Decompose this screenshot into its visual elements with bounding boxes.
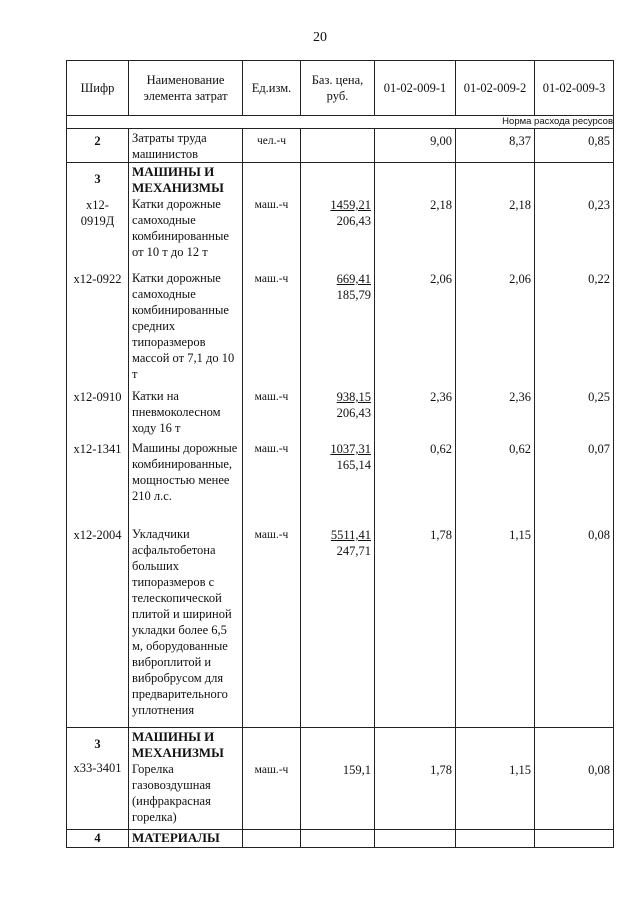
machines2-item-unit: маш.-ч — [243, 728, 301, 830]
machine-price-block-0 — [304, 197, 371, 271]
header-col1: 01-02-009-1 — [375, 61, 456, 116]
machines2-item-price: 159,1 — [301, 728, 375, 830]
machine-name-4: Укладчики асфальтобетона больших типоразмеров с телескопической плитой и шириной укладки более 6,5 м, оборудованные виброплитой и вибробрусом для предварительного уплотнения — [132, 527, 232, 717]
materials-v3 — [535, 830, 614, 848]
machines-section2-block — [67, 728, 614, 830]
machine-v3-1: 0,22 — [588, 272, 610, 286]
machine-unit-3: маш.-ч — [254, 443, 289, 455]
machine-price-sub-1: 185,79 — [336, 288, 371, 302]
machine-v2-1: 2,06 — [509, 272, 531, 286]
labor-v2: 8,37 — [456, 129, 535, 163]
materials-unit — [243, 830, 301, 848]
machine-v3-2: 0,25 — [588, 390, 610, 404]
machine-v1-1: 2,06 — [430, 272, 452, 286]
machine-unit-1: маш.-ч — [254, 273, 289, 285]
machines2-names — [129, 728, 243, 830]
materials-v1 — [375, 830, 456, 848]
page-number: 20 — [313, 30, 327, 45]
materials-price — [301, 830, 375, 848]
machine-v1-0: 2,18 — [430, 198, 452, 212]
machine-price-sub-4: 247,71 — [336, 544, 371, 558]
labor-row — [67, 129, 614, 163]
materials-row — [67, 830, 614, 848]
machine-price-sub-0: 206,43 — [336, 214, 371, 228]
labor-name: Затраты труда машинистов — [129, 129, 243, 163]
machine-price-block-1 — [304, 271, 371, 389]
machine-price-sub-3: 165,14 — [336, 458, 371, 472]
machine-price-2: 938,15 — [336, 390, 371, 404]
machine-code-1: х12-0922 — [73, 272, 122, 286]
labor-code: 2 — [67, 129, 129, 163]
machine-v1-3: 0,62 — [430, 442, 452, 456]
machine-v1-4: 1,78 — [430, 528, 452, 542]
machine-price-1: 669,41 — [336, 272, 371, 286]
machine-name-0: Катки дорожные самоходные комбинированные от 10 т до 12 т — [132, 197, 229, 259]
machines-section-title: МАШИНЫ И МЕХАНИЗМЫ — [132, 164, 224, 195]
labor-v1: 9,00 — [375, 129, 456, 163]
machine-name-3: Машины дорожные комбинированные, мощностью менее 210 л.с. — [132, 441, 238, 503]
machines-section-code: 3 — [94, 172, 101, 186]
machine-code-3: х12-1341 — [73, 442, 122, 456]
machine-unit-2: маш.-ч — [254, 391, 289, 403]
machine-code-4: х12-2004 — [73, 528, 122, 542]
machine-v2-0: 2,18 — [509, 198, 531, 212]
header-name: Наименование элемента затрат — [129, 61, 243, 116]
machines2-section-code: 3 — [94, 737, 101, 751]
materials-code: 4 — [67, 830, 129, 848]
labor-price — [301, 129, 375, 163]
machine-v2-4: 1,15 — [509, 528, 531, 542]
machine-v1-2: 2,36 — [430, 390, 452, 404]
machines-section-block — [67, 163, 614, 728]
header-base-price: Баз. цена, руб. — [301, 61, 375, 116]
machine-price-0: 1459,21 — [330, 198, 371, 212]
machine-v2-2: 2,36 — [509, 390, 531, 404]
header-unit: Ед.изм. — [243, 61, 301, 116]
machine-v2-3: 0,62 — [509, 442, 531, 456]
machines-units — [243, 163, 301, 728]
machines2-item-v2: 1,15 — [456, 728, 535, 830]
header-col3: 01-02-009-3 — [535, 61, 614, 116]
norm-label: Норма расхода ресурсов — [67, 116, 614, 129]
machine-unit-0: маш.-ч — [254, 199, 289, 211]
materials-title: МАТЕРИАЛЫ — [129, 830, 243, 848]
machine-name-2: Катки на пневмоколесном ходу 16 т — [132, 389, 221, 435]
machines-names — [129, 163, 243, 728]
machine-price-block-3 — [304, 441, 371, 527]
labor-unit: чел.-ч — [243, 129, 301, 163]
materials-v2 — [456, 830, 535, 848]
machines2-codes — [67, 728, 129, 830]
machines2-item-v3: 0,08 — [535, 728, 614, 830]
machines2-item-v1: 1,78 — [375, 728, 456, 830]
machines-v1 — [375, 163, 456, 728]
header-row — [67, 61, 614, 116]
machines2-section-title: МАШИНЫ И МЕХАНИЗМЫ — [132, 729, 224, 760]
machine-price-4: 5511,41 — [330, 528, 371, 542]
labor-v3: 0,85 — [535, 129, 614, 163]
machine-price-3: 1037,31 — [330, 442, 371, 456]
machines-codes — [67, 163, 129, 728]
machine-unit-4: маш.-ч — [254, 529, 289, 541]
machine-code-0: х12-0919Д — [80, 198, 115, 228]
machine-price-block-2 — [304, 389, 371, 441]
machine-price-block-4 — [304, 527, 371, 727]
header-col2: 01-02-009-2 — [456, 61, 535, 116]
header-code: Шифр — [67, 61, 129, 116]
resource-table — [66, 60, 614, 848]
machine-v3-3: 0,07 — [588, 442, 610, 456]
machine-price-sub-2: 206,43 — [336, 406, 371, 420]
machines2-item-code: х33-3401 — [73, 761, 122, 775]
machines-prices — [301, 163, 375, 728]
machines-v2 — [456, 163, 535, 728]
machine-code-2: х12-0910 — [73, 390, 122, 404]
norm-row — [67, 116, 614, 129]
machines-v3 — [535, 163, 614, 728]
machine-v3-4: 0,08 — [588, 528, 610, 542]
machine-v3-0: 0,23 — [588, 198, 610, 212]
machines2-item-name: Горелка газовоздушная (инфракрасная горелка) — [132, 762, 211, 824]
machine-name-1: Катки дорожные самоходные комбинированные средних типоразмеров массой от 7,1 до 10 т — [132, 271, 235, 381]
